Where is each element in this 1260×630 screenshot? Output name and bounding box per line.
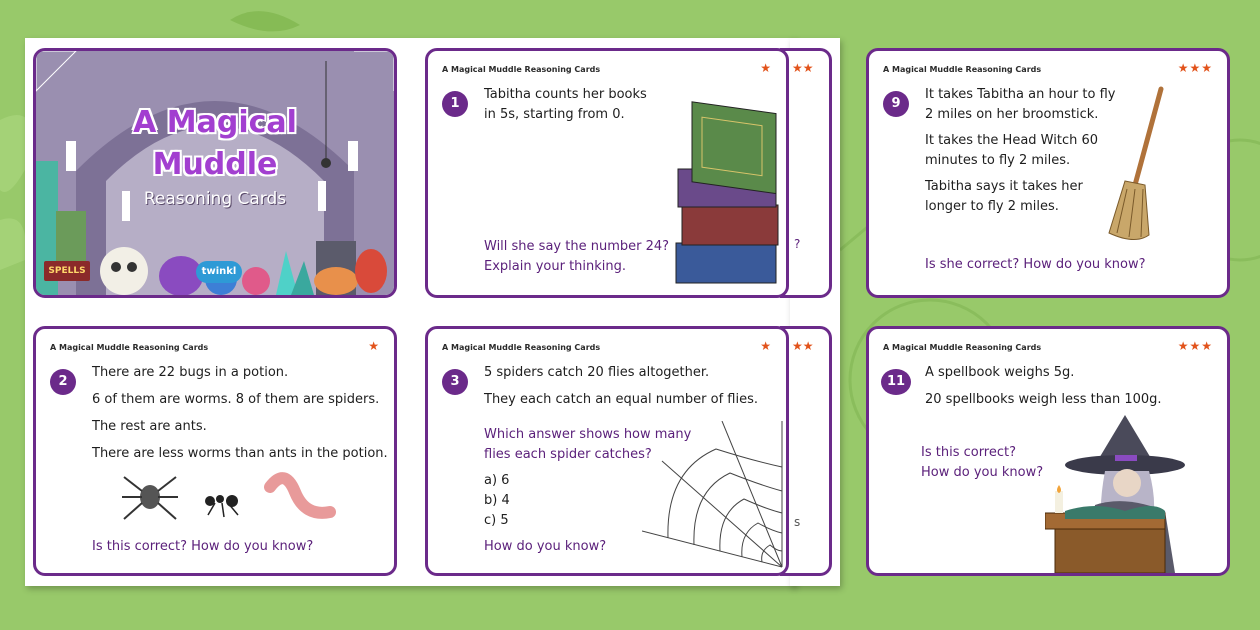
peek-stars-bottom: ★★ [792, 339, 814, 353]
difficulty-stars: ★ [760, 61, 772, 75]
twinkl-logo: twinkl [196, 261, 242, 283]
card-text-line: The rest are ants. [92, 419, 207, 434]
card-text-line: 20 spellbooks weigh less than 100g. [925, 392, 1162, 407]
card-text-line: It takes Tabitha an hour to fly [925, 87, 1116, 102]
difficulty-stars: ★★★ [1177, 339, 1213, 353]
card-text-line: minutes to fly 2 miles. [925, 153, 1071, 168]
card-text-line: 6 of them are worms. 8 of them are spiders. [92, 392, 380, 407]
card-question-line: Which answer shows how many [484, 427, 692, 442]
answer-option-a: a) 6 [484, 473, 510, 488]
peek-stars-top: ★★ [792, 61, 814, 75]
card-text-line: A spellbook weighs 5g. [925, 365, 1075, 380]
spider-web-icon [642, 421, 786, 571]
card-text-line: There are 22 bugs in a potion. [92, 365, 289, 380]
card-text-line: in 5s, starting from 0. [484, 107, 625, 122]
card-number-badge: 11 [881, 369, 911, 395]
card-text-line: They each catch an equal number of flies. [484, 392, 758, 407]
title-line-2: Muddle [152, 147, 278, 182]
card-question-line: Will she say the number 24? [484, 239, 670, 254]
peek-text-bottom: s [794, 515, 801, 529]
reasoning-card-11[interactable] [866, 326, 1230, 576]
difficulty-stars: ★ [760, 339, 772, 353]
title-subtitle: Reasoning Cards [143, 189, 287, 209]
spells-book-label: SPELLS [44, 261, 90, 281]
card-question-line: Explain your thinking. [484, 259, 627, 274]
card-header: A Magical Muddle Reasoning Cards [50, 343, 209, 352]
card-question-line: Is this correct? [921, 445, 1017, 460]
difficulty-stars: ★★★ [1177, 61, 1213, 75]
card-question-line: Is this correct? How do you know? [92, 539, 314, 554]
card-number-badge: 9 [883, 91, 909, 117]
title-card[interactable] [33, 48, 397, 298]
card-text-line: 2 miles on her broomstick. [925, 107, 1099, 122]
bugs-illustration [120, 467, 340, 527]
card-text-line: Tabitha counts her books [484, 87, 647, 102]
card-question-line: Is she correct? How do you know? [925, 257, 1146, 272]
card-text-line: longer to fly 2 miles. [925, 199, 1059, 214]
witch-illustration [1045, 415, 1225, 573]
card-text-line: There are less worms than ants in the potion. [92, 446, 388, 461]
broomstick-icon [1105, 85, 1175, 245]
card-text-line: Tabitha says it takes her [925, 179, 1083, 194]
card-followup-question: How do you know? [484, 539, 607, 554]
title-line-1: A Magical [133, 105, 297, 140]
card-number-badge: 3 [442, 369, 468, 395]
difficulty-stars: ★ [368, 339, 380, 353]
reasoning-card-1[interactable] [425, 48, 789, 298]
reasoning-card-9[interactable] [866, 48, 1230, 298]
card-question-line: How do you know? [921, 465, 1044, 480]
card-header: A Magical Muddle Reasoning Cards [883, 343, 1042, 352]
peek-question-top: ? [794, 237, 801, 251]
reasoning-card-2[interactable] [33, 326, 397, 576]
card-text-line: 5 spiders catch 20 flies altogether. [484, 365, 710, 380]
card-header: A Magical Muddle Reasoning Cards [883, 65, 1042, 74]
card-header: A Magical Muddle Reasoning Cards [442, 343, 601, 352]
card-question-line: flies each spider catches? [484, 447, 652, 462]
card-number-badge: 2 [50, 369, 76, 395]
card-number-badge: 1 [442, 91, 468, 117]
books-icon [672, 93, 782, 293]
answer-option-c: c) 5 [484, 513, 509, 528]
card-header: A Magical Muddle Reasoning Cards [442, 65, 601, 74]
reasoning-card-3[interactable] [425, 326, 789, 576]
answer-option-b: b) 4 [484, 493, 510, 508]
card-text-line: It takes the Head Witch 60 [925, 133, 1099, 148]
